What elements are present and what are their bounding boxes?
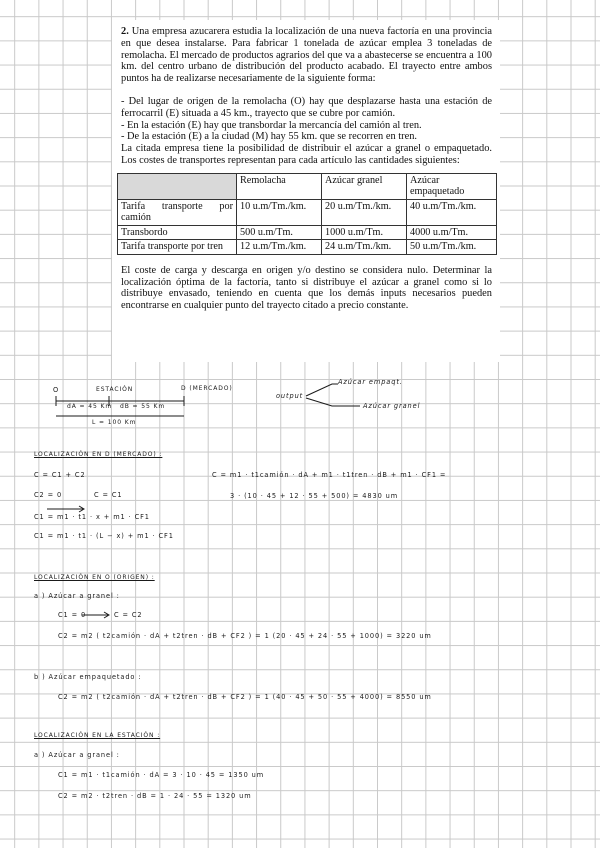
- table-cell: 1000 u.m/Tm.: [322, 225, 407, 240]
- output-branch-up: [306, 384, 338, 396]
- row-label-tren: Tarifa transporte por tren: [118, 240, 237, 255]
- formula-result: C2 = m2 ( t2camión · dA + t2tren · dB + CF2 ) = 1 (40 · 45 + 50 · 55 + 4000) = 8550 um: [58, 693, 432, 701]
- label-L: L = 100 Km: [92, 419, 137, 426]
- row-label-transbordo: Transbordo: [118, 225, 237, 240]
- table-cell: 40 u.m/Tm./km.: [407, 199, 497, 225]
- problem-number: 2.: [121, 26, 129, 37]
- formula-line: C = C2: [114, 611, 143, 619]
- header-azucar-empaquetado: Azúcar empaquetado: [407, 173, 497, 199]
- table-cell: 10 u.m/Tm./km.: [237, 199, 322, 225]
- bullet-transfer: - En la estación (E) hay que transbordar la mercancía del camión al tren.: [121, 119, 422, 131]
- output-granel: Azúcar granel: [363, 402, 421, 410]
- intro-text: Una empresa azucarera estudia la localización de una nueva factoría en una provincia en que desea instalarse. Para fabricar 1 tonelada de azúcar emplea 3 toneladas de remolacha. El mercado de productos agrarios del que va a abastecerse se encuentra a 100 km. del centro urbano de distribución del producto acabado. El trayecto entre ambos puntos ha de realizarse necesariamente de la siguiente forma:: [121, 26, 492, 85]
- formula-line: C1 = m1 · t1 · (L − x) + m1 · CF1: [34, 532, 174, 540]
- row-label-camion: Tarifa transporte por camión: [118, 199, 237, 225]
- bullet-train: - De la estación (E) a la ciudad (M) hay 55 km. que se recorren en tren.: [121, 131, 418, 143]
- distribution-text: La citada empresa tiene la posibilidad de distribuir el azúcar a granel o empaquetado. Los costes de transportes representan para cada artículo las cantidades siguientes:: [121, 143, 492, 166]
- table-cell: 4000 u.m/Tm.: [407, 225, 497, 240]
- table-cell: 12 u.m/Tm./km.: [237, 240, 322, 255]
- formula-result: C2 = m2 · t2tren · dB = 1 · 24 · 55 = 1320 um: [58, 792, 252, 800]
- label-dA: dA = 45 Km: [67, 403, 113, 410]
- section-title-mercado: LOCALIZACIÓN EN D (MERCADO) :: [34, 451, 163, 458]
- formula-line: C2 = 0: [34, 491, 63, 499]
- label-dB: dB = 55 Km: [120, 403, 166, 410]
- section-title-estacion: LOCALIZACIÓN EN LA ESTACIÓN :: [34, 732, 161, 739]
- formula-result: C2 = m2 ( t2camión · dA + t2tren · dB + CF2 ) = 1 (20 · 45 + 24 · 55 + 1000) = 3220 um: [58, 632, 432, 640]
- output-label: output: [276, 392, 304, 400]
- subsection-empaquetado: b ) Azúcar empaquetado :: [34, 673, 142, 681]
- formula-line: C1 = 0: [58, 611, 87, 619]
- label-origin: O: [53, 386, 60, 394]
- table-cell: 20 u.m/Tm./km.: [322, 199, 407, 225]
- formula-line: C1 = m1 · t1 · x + m1 · CF1: [34, 513, 150, 521]
- formula-line: C = m1 · t1camión · dA + m1 · t1tren · dB + m1 · CF1 =: [212, 471, 447, 479]
- closing-text: El coste de carga y descarga en origen y/o destino se considera nulo. Determinar la localización óptima de la factoría, tanto si distribuye el azúcar a granel como si lo distribuye envasado, teniendo en cuenta que los demás inputs necesarios pueden encontrarse en cualquier punto del trayecto citado a precio constante.: [121, 264, 492, 312]
- section-title-origen: LOCALIZACIÓN EN O (ORIGEN) :: [34, 574, 155, 581]
- subsection-granel: a ) Azúcar a granel :: [34, 751, 120, 759]
- output-branch-down: [306, 398, 360, 406]
- bullet-origin: - Del lugar de origen de la remolacha (O) hay que desplazarse hasta una estación de ferrocarril (E) situada a 45 km., trayecto que se cubre por camión.: [121, 95, 492, 119]
- label-market: D (MERCADO): [181, 385, 233, 392]
- formula-line: C = C1 + C2: [34, 471, 86, 479]
- header-remolacha: Remolacha: [237, 173, 322, 199]
- formula-result: C1 = m1 · t1camión · dA = 3 · 10 · 45 = 1350 um: [58, 771, 265, 779]
- table-cell: 500 u.m/Tm.: [237, 225, 322, 240]
- header-azucar-granel: Azúcar granel: [322, 173, 407, 199]
- table-cell: 50 u.m/Tm./km.: [407, 240, 497, 255]
- table-cell: 24 u.m/Tm./km.: [322, 240, 407, 255]
- subsection-granel: a ) Azúcar a granel :: [34, 592, 120, 600]
- output-empaquetado: Azúcar empaqt.: [338, 378, 403, 386]
- label-station: ESTACIÓN: [96, 386, 134, 393]
- formula-result: 3 · (10 · 45 + 12 · 55 + 500) = 4830 um: [230, 492, 399, 500]
- formula-line: C = C1: [94, 491, 123, 499]
